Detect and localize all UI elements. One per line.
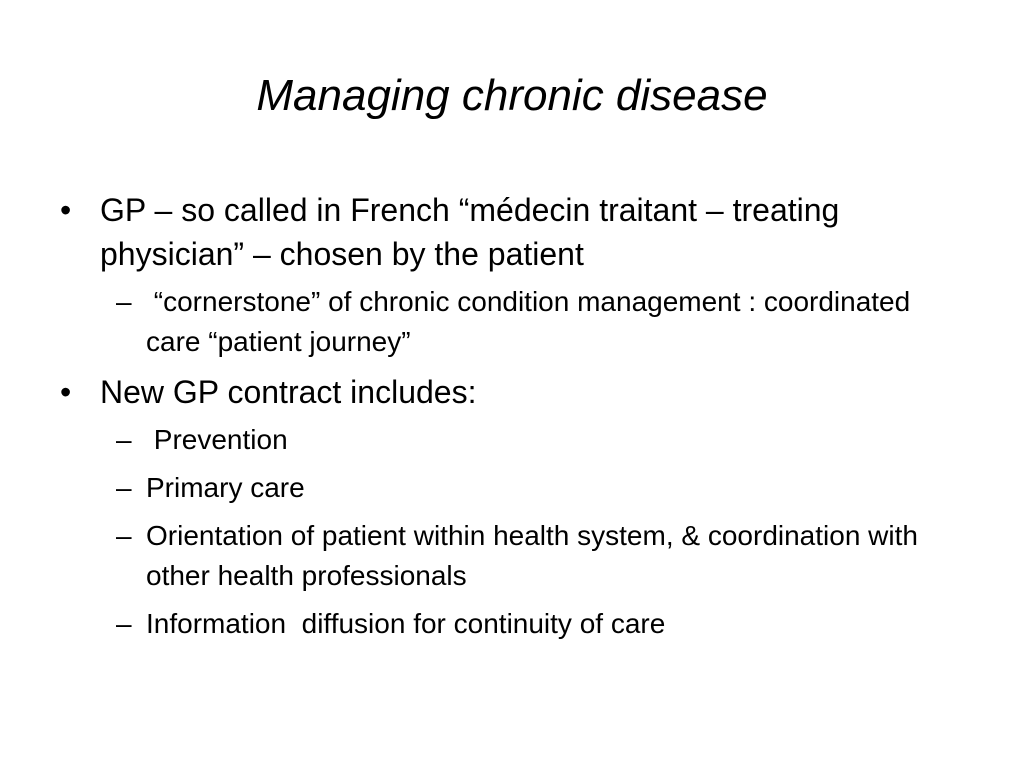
slide-title: Managing chronic disease	[256, 71, 768, 120]
sub-bullet-item	[104, 604, 958, 644]
bullet-icon: •	[60, 192, 72, 228]
bullet-item	[58, 188, 958, 276]
bullet-item	[58, 370, 958, 414]
sub-bullet-item	[104, 420, 958, 460]
sub-bullet-text: Information diffusion for continuity of care	[146, 608, 666, 639]
dash-icon: –	[116, 520, 132, 551]
dash-icon: –	[116, 472, 132, 503]
dash-icon: –	[116, 286, 132, 317]
sub-bullet-item	[104, 516, 958, 596]
dash-icon: –	[116, 424, 132, 455]
bullet-text: New GP contract includes:	[100, 374, 477, 410]
bullet-text: GP – so called in French “médecin traitant – treating physician” – chosen by the patient	[100, 192, 840, 272]
bullet-icon: •	[60, 374, 72, 410]
slide-content	[58, 188, 958, 652]
sub-bullet-text: Primary care	[146, 472, 305, 503]
sub-bullet-text: Prevention	[146, 424, 288, 455]
sub-bullet-text: “cornerstone” of chronic condition management : coordinated care “patient journey”	[146, 286, 918, 357]
sub-bullet-item	[104, 282, 958, 362]
sub-bullet-item	[104, 468, 958, 508]
dash-icon: –	[116, 608, 132, 639]
sub-bullet-text: Orientation of patient within health system, & coordination with other health professionals	[146, 520, 918, 591]
